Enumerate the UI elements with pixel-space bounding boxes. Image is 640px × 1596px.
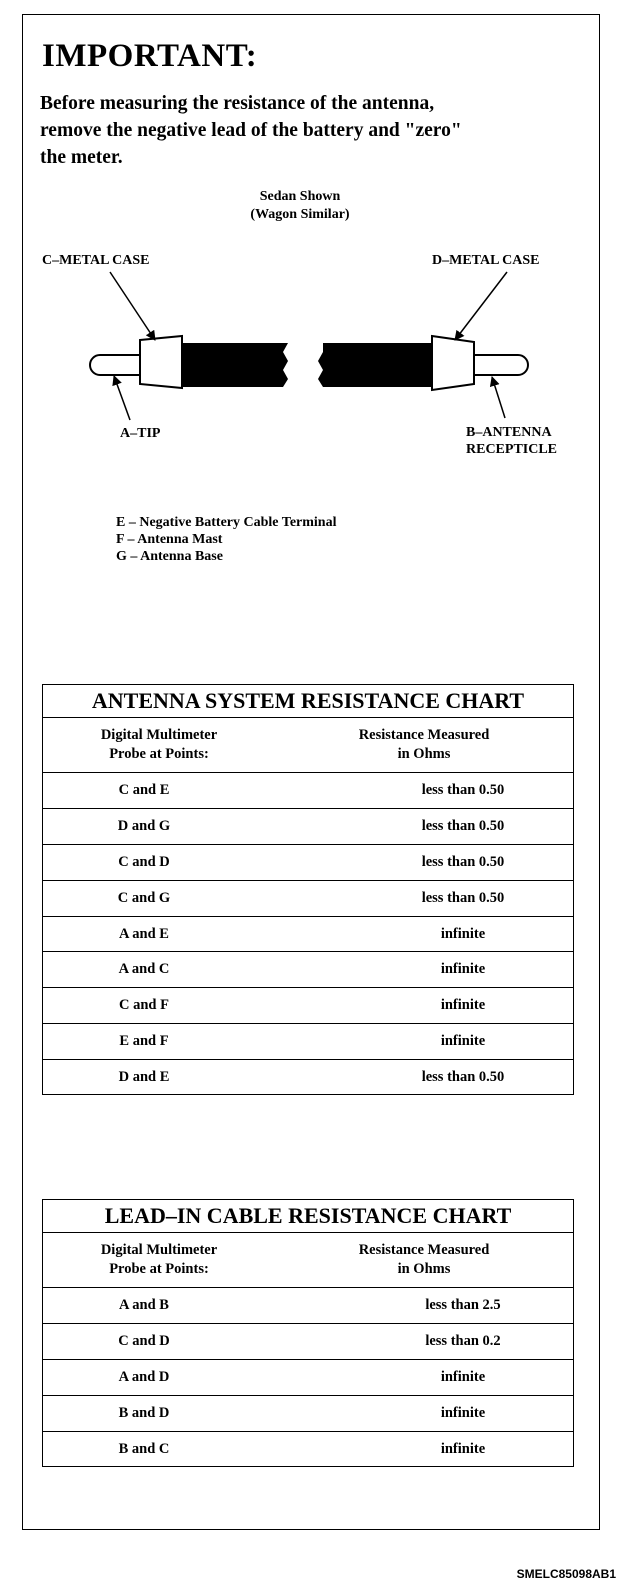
resistance-value: less than 0.50	[421, 853, 505, 870]
table-header	[43, 718, 573, 773]
header-probe-points	[43, 726, 275, 764]
label-d-metal-case: D–METAL CASE	[432, 253, 540, 268]
label-a-tip: A–TIP	[120, 426, 161, 441]
probe-points: C and F	[119, 997, 169, 1014]
legend-item: G – Antenna Base	[116, 549, 223, 564]
metal-case-c-shape	[140, 336, 182, 388]
table-body	[43, 773, 573, 1095]
header-probe-points	[43, 1241, 275, 1279]
figure-code: SMELC85098AB1	[516, 1567, 616, 1581]
probe-points: D and G	[117, 817, 171, 834]
instruction-line: the meter.	[40, 147, 123, 168]
receptacle-b-shape	[474, 355, 528, 375]
table-row	[43, 1060, 573, 1095]
label-c-metal-case: C–METAL CASE	[42, 253, 150, 268]
table-body	[43, 1288, 573, 1467]
resistance-value: infinite	[440, 961, 486, 978]
header-line: Digital Multimeter	[100, 727, 218, 743]
table-row	[43, 845, 573, 881]
probe-points: C and D	[118, 853, 170, 870]
resistance-value: infinite	[440, 1441, 486, 1457]
table-title: ANTENNA SYSTEM RESISTANCE CHART	[43, 685, 573, 718]
table-row	[43, 773, 573, 809]
probe-points: C and E	[118, 781, 170, 798]
resistance-value: less than 0.50	[421, 889, 505, 906]
arrow-d	[455, 272, 507, 340]
resistance-value: infinite	[440, 1033, 486, 1050]
header-line: in Ohms	[397, 1261, 451, 1277]
resistance-value: less than 0.50	[421, 781, 505, 798]
table-row	[43, 917, 573, 953]
right-cable-shape	[318, 343, 432, 387]
probe-points: A and B	[119, 1297, 169, 1313]
probe-points: A and C	[118, 961, 170, 978]
resistance-value: less than 2.5	[425, 1297, 501, 1313]
antenna-resistance-table	[42, 684, 574, 1095]
resistance-value: less than 0.50	[421, 1069, 505, 1086]
label-line: B–ANTENNA	[466, 425, 552, 440]
table-row	[43, 988, 573, 1024]
arrow-b	[492, 377, 505, 418]
probe-points: C and G	[117, 889, 171, 906]
header-line: Resistance Measured	[358, 1242, 490, 1258]
label-b-antenna-recepticle	[466, 424, 557, 458]
table-row	[43, 952, 573, 988]
table-header	[43, 1233, 573, 1288]
header-line: Resistance Measured	[358, 727, 490, 743]
header-resistance	[275, 1241, 573, 1279]
header-resistance	[275, 726, 573, 764]
leadin-resistance-table	[42, 1199, 574, 1467]
header-line: Probe at Points:	[109, 746, 209, 762]
left-cable-shape	[182, 343, 288, 387]
header-line: in Ohms	[397, 746, 451, 762]
resistance-value: infinite	[440, 997, 486, 1014]
resistance-value: infinite	[440, 1369, 486, 1385]
resistance-value: infinite	[440, 1405, 486, 1421]
table-row	[43, 881, 573, 917]
tip-a-shape	[90, 355, 140, 375]
resistance-value: less than 0.50	[421, 817, 505, 834]
arrow-a	[114, 376, 130, 420]
caption-line: Sedan Shown	[259, 189, 341, 204]
probe-points: B and D	[118, 1405, 170, 1421]
instruction-line: Before measuring the resistance of the antenna,	[40, 93, 435, 114]
legend-item: E – Negative Battery Cable Terminal	[116, 515, 337, 530]
metal-case-d-shape	[432, 336, 474, 390]
important-heading: IMPORTANT:	[42, 38, 258, 74]
probe-points: E and F	[119, 1033, 169, 1050]
label-line: RECEPTICLE	[466, 442, 558, 457]
arrow-c	[110, 272, 155, 340]
table-row	[43, 1396, 573, 1432]
table-row	[43, 1324, 573, 1360]
probe-points: D and E	[118, 1069, 170, 1086]
header-line: Probe at Points:	[109, 1261, 209, 1277]
probe-points: A and E	[119, 925, 169, 942]
resistance-value: less than 0.2	[425, 1333, 501, 1349]
table-row	[43, 809, 573, 845]
caption-line: (Wagon Similar)	[250, 207, 350, 222]
header-line: Digital Multimeter	[100, 1242, 218, 1258]
point-legend	[116, 514, 336, 565]
legend-item: F – Antenna Mast	[116, 532, 223, 547]
table-row	[43, 1360, 573, 1396]
resistance-value: infinite	[440, 925, 486, 942]
table-row	[43, 1432, 573, 1467]
table-row	[43, 1288, 573, 1324]
probe-points: C and D	[118, 1333, 170, 1349]
table-title: LEAD–IN CABLE RESISTANCE CHART	[43, 1200, 573, 1233]
instruction-line: remove the negative lead of the battery and "zero"	[40, 120, 462, 141]
probe-points: B and C	[118, 1441, 170, 1457]
table-row	[43, 1024, 573, 1060]
probe-points: A and D	[118, 1369, 170, 1385]
